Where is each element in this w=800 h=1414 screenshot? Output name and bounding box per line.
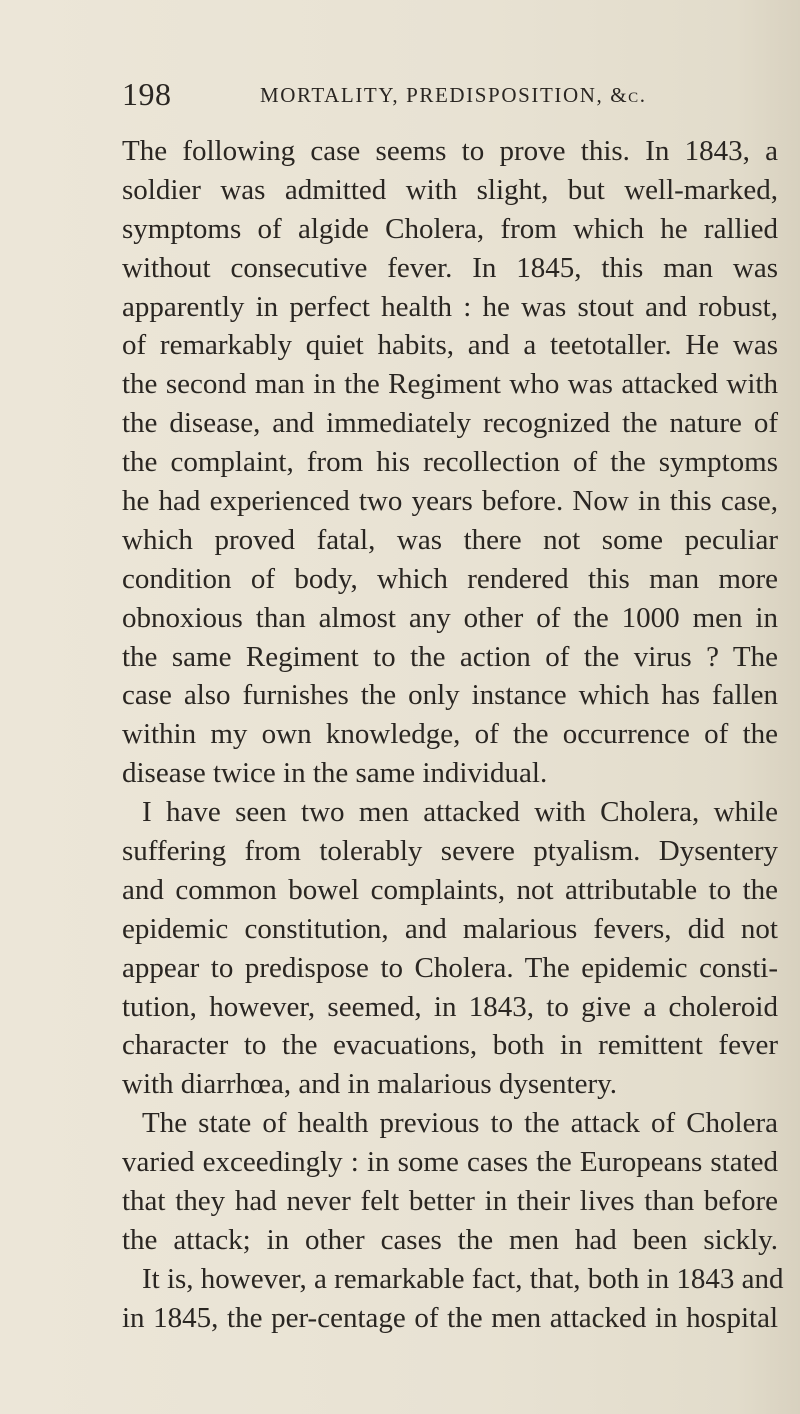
- text-line: character to the evacuations, both in remittent fever: [122, 1029, 778, 1062]
- text-line: soldier was admitted with slight, but well-marked,: [122, 173, 778, 206]
- text-line: epidemic constitution, and malarious fevers, did not: [122, 912, 778, 945]
- text-line: within my own knowledge, of the occurrence of the: [122, 718, 778, 751]
- text-line: the attack; in other cases the men had been sickly.: [122, 1223, 778, 1256]
- text-line: the disease, and immediately recognized the nature of: [122, 407, 778, 440]
- text-line: the second man in the Regiment who was attacked with: [122, 368, 778, 401]
- text-line: symptoms of algide Cholera, from which he rallied: [122, 212, 778, 245]
- text-line: apparently in perfect health : he was stout and robust,: [122, 290, 778, 323]
- text-line: that they had never felt better in their lives than before: [122, 1185, 778, 1218]
- text-line: The following case seems to prove this. In 1843, a: [122, 135, 778, 167]
- text-line: he had experienced two years before. Now in this case,: [122, 485, 778, 518]
- text-line: of remarkably quiet habits, and a teetotaller. He was: [122, 329, 778, 362]
- text-line: without consecutive fever. In 1845, this man was: [122, 251, 778, 284]
- text-line: the same Regiment to the action of the virus ? The: [122, 640, 778, 673]
- body-text: [122, 132, 784, 1338]
- text-line: The state of health previous to the attack of Cholera: [142, 1107, 778, 1140]
- text-line: case also furnishes the only instance which has fallen: [122, 679, 778, 712]
- text-line: suffering from tolerably severe ptyalism. Dysentery: [122, 835, 778, 868]
- page-header: [122, 74, 682, 114]
- text-line: disease twice in the same individual.: [122, 757, 548, 790]
- text-line: the complaint, from his recollection of the symptoms: [122, 446, 778, 479]
- text-line: obnoxious than almost any other of the 1000 men in: [122, 601, 778, 634]
- text-line: condition of body, which rendered this man more: [122, 562, 778, 595]
- text-line: I have seen two men attacked with Cholera, while: [142, 796, 778, 829]
- text-line: in 1845, the per-centage of the men attacked in hospital: [122, 1301, 778, 1334]
- text-line: varied exceedingly : in some cases the Europeans stated: [122, 1146, 778, 1179]
- text-line: It is, however, a remarkable fact, that, both in 1843 and: [142, 1262, 784, 1295]
- text-line: with diarrhœa, and in malarious dysentery.: [122, 1068, 618, 1101]
- text-line: and common bowel complaints, not attributable to the: [122, 873, 778, 906]
- running-head: MORTALITY, PREDISPOSITION, &c.: [260, 83, 647, 107]
- text-line: tution, however, seemed, in 1843, to give a choleroid: [122, 990, 778, 1023]
- text-line: appear to predispose to Cholera. The epidemic consti-: [122, 951, 778, 984]
- text-line: which proved fatal, was there not some peculiar: [122, 523, 778, 556]
- page-number: 198: [122, 76, 172, 112]
